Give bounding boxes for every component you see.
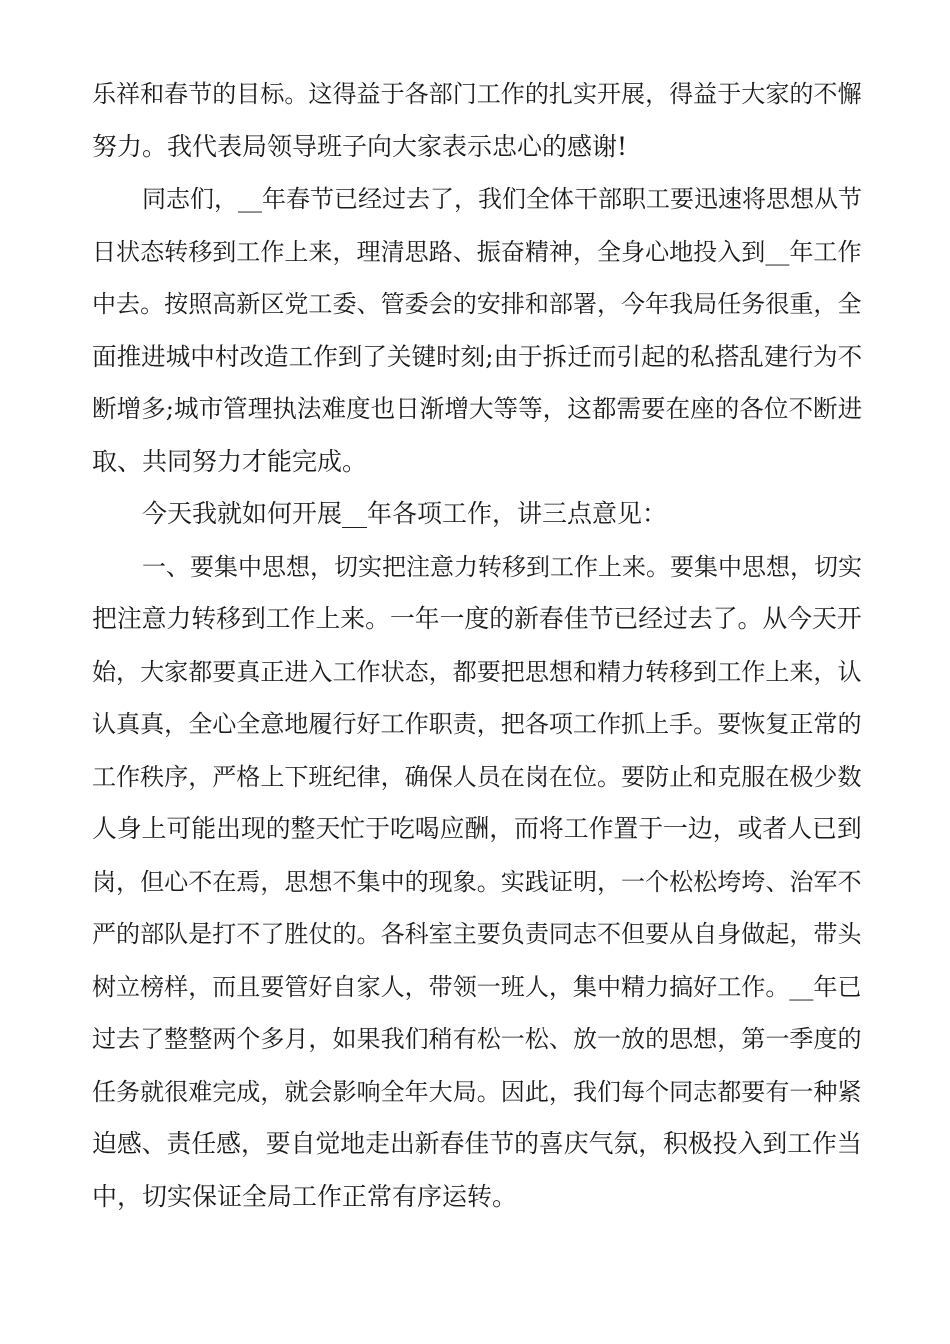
text-line: 过去了整整两个多月，如果我们稍有松一松、放一放的思想，第一季度的 bbox=[92, 1025, 862, 1053]
text-line: 中，切实保证全局工作正常有序运转。 bbox=[92, 1181, 518, 1211]
text-line: 面推进城中村改造工作到了关键时刻;由于拆迁而引起的私搭乱建行为不 bbox=[92, 341, 863, 371]
document-body bbox=[92, 68, 862, 1223]
text-line: 任务就很难完成，就会影响全年大局。因此，我们每个同志都要有一种紧 bbox=[92, 1077, 862, 1106]
text-line: 乐祥和春节的目标。这得益于各部门工作的扎实开展，得益于大家的不懈 bbox=[92, 80, 862, 108]
text-line: 始，大家都要真正进入工作状态，都要把思想和精力转移到工作上来，认 bbox=[92, 657, 862, 686]
text-line: 今天我就如何开展__年各项工作，讲三点意见： bbox=[142, 499, 668, 528]
text-line: 同志们，__年春节已经过去了，我们全体干部职工要迅速将思想从节 bbox=[142, 185, 862, 213]
text-line: 严的部队是打不了胜仗的。各科室主要负责同志不但要从自身做起，带头 bbox=[92, 920, 862, 948]
text-line: 认真真，全心全意地履行好工作职责，把各项工作抓上手。要恢复正常的 bbox=[92, 710, 862, 738]
text-line: 一、要集中思想，切实把注意力转移到工作上来。要集中思想，切实 bbox=[142, 552, 862, 581]
text-line: 工作秩序，严格上下班纪律，确保人员在岗在位。要防止和克服在极少数 bbox=[92, 762, 862, 791]
text-line: 断增多;城市管理执法难度也日渐增大等等，这都需要在座的各位不断进 bbox=[92, 394, 863, 423]
text-line: 把注意力转移到工作上来。一年一度的新春佳节已经过去了。从今天开 bbox=[92, 604, 862, 633]
text-line: 迫感、责任感，要自觉地走出新春佳节的喜庆气氛，积极投入到工作当 bbox=[92, 1129, 862, 1158]
text-line: 人身上可能出现的整天忙于吃喝应酬，而将工作置于一边，或者人已到 bbox=[92, 814, 862, 843]
text-line: 日状态转移到工作上来，理清思路、振奋精神，全身心地投入到__年工作 bbox=[92, 237, 862, 266]
text-line: 岗，但心不在焉，思想不集中的现象。实践证明，一个松松垮垮、治军不 bbox=[92, 867, 862, 896]
text-line: 中去。按照高新区党工委、管委会的安排和部署，今年我局任务很重，全 bbox=[92, 290, 862, 318]
text-line: 努力。我代表局领导班子向大家表示忠心的感谢! bbox=[92, 131, 628, 161]
text-line: 取、共同努力才能完成。 bbox=[92, 446, 368, 476]
text-line: 树立榜样，而且要管好自家人，带领一班人，集中精力搞好工作。__年已 bbox=[92, 972, 862, 1001]
